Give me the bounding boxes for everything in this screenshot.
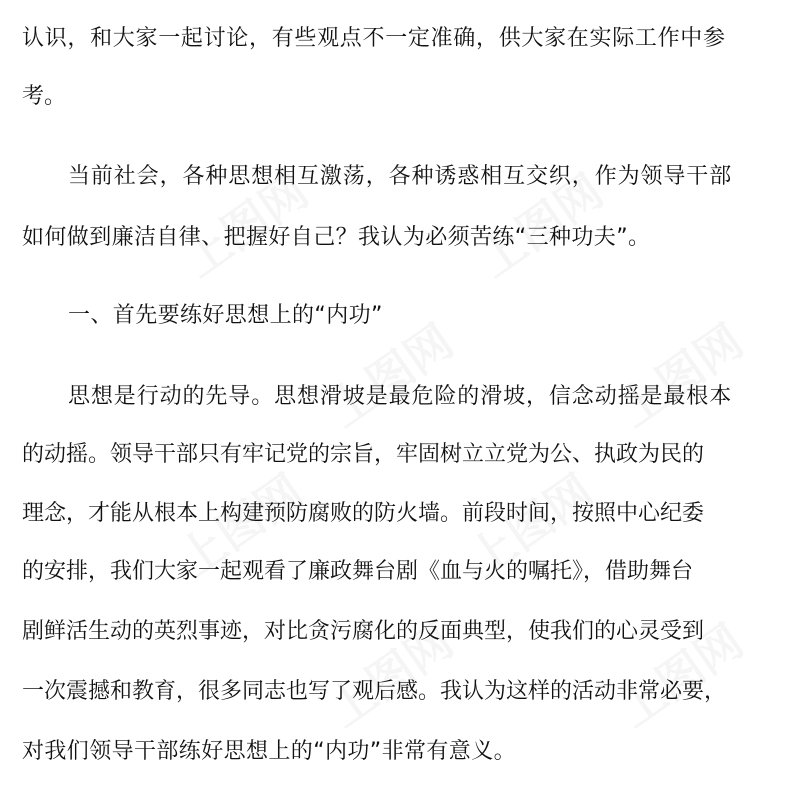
paragraph-line: 对我们领导干部练好思想上的“内功”非常有意义。 (22, 739, 516, 764)
paragraph-line: 理念，才能从根本上构建预防腐败的防火墙。前段时间，按照中心纪委 (22, 501, 705, 526)
paragraph-line: 考。 (22, 84, 67, 109)
paragraph-line: 的安排，我们大家一起观看了廉政舞台剧《血与火的嘱托》，借助舞台 (22, 559, 694, 584)
paragraph-line: 如何做到廉洁自律、把握好自己？我认为必须苦练“三种功夫”。 (22, 225, 651, 250)
paragraph-line: 当前社会，各种思想相互激荡，各种诱惑相互交织，作为领导干部 (68, 164, 733, 189)
paragraph-line: 思想是行动的先导。思想滑坡是最危险的滑坡，信念动摇是最根本 (68, 384, 733, 409)
paragraph-line: 剧鲜活生动的英烈事迹，对比贪污腐化的反面典型，使我们的心灵受到 (22, 619, 705, 644)
paragraph-line: 的动摇。领导干部只有牢记党的宗旨，牢固树立立党为公、执政为民的 (22, 442, 705, 467)
paragraph-line: 一次震撼和教育，很多同志也写了观后感。我认为这样的活动非常必要， (22, 679, 727, 704)
paragraph-line: 认识，和大家一起讨论，有些观点不一定准确，供大家在实际工作中参 (22, 26, 726, 51)
section-heading: 一、首先要练好思想上的“内功” (68, 303, 383, 328)
